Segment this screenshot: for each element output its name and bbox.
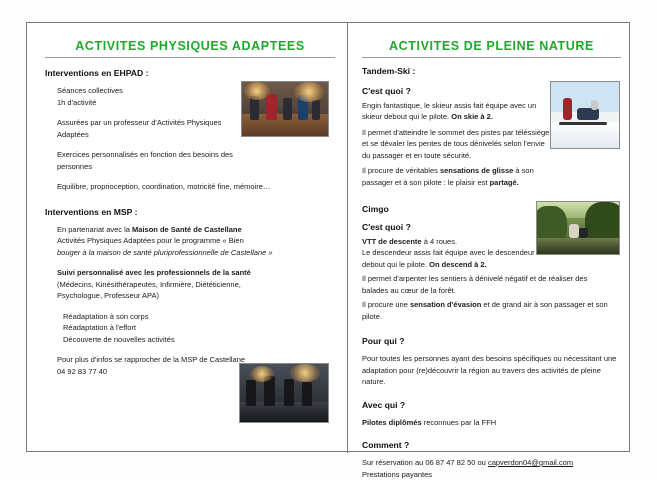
cimgo-paragraph-4: [362, 299, 614, 322]
ski-p3-b: sensations de glisse: [440, 166, 513, 175]
left-title-rule: [45, 57, 335, 58]
comment-pricing: Prestations payantes: [362, 469, 618, 480]
cimgo-p1-b: à 4 roues.: [422, 237, 457, 246]
ehpad-session-line-2: 1h d'activité: [57, 97, 247, 109]
ski-p3-d: partagé.: [490, 178, 519, 187]
msp-contact: [57, 354, 287, 377]
left-content: [45, 68, 335, 377]
ski-p1-b: On skie à 2.: [451, 112, 493, 121]
msp-bullet-1: Réadaptation à son corps: [63, 311, 247, 323]
cimgo-p4-a: Il procure une: [362, 300, 410, 309]
msp-programme-line: Activités Physiques Adaptées pour le programme « Bien: [57, 235, 287, 247]
msp-bullet-3: Découverte de nouvelles activités: [63, 334, 247, 346]
avec-qui-rest: reconnues par la FFH: [422, 418, 497, 427]
comment-reservation-line: [362, 457, 618, 469]
cimgo-block: [362, 222, 544, 322]
photo-tandem-ski: [550, 81, 620, 149]
ski-paragraph-3: [362, 165, 552, 188]
flyer-sheet: [26, 22, 630, 452]
ehpad-sessions: [57, 85, 247, 108]
right-column-title: ACTIVITES DE PLEINE NATURE: [362, 39, 621, 53]
ski-paragraph-1: [362, 100, 552, 123]
comment-or: ou: [475, 458, 488, 467]
cimgo-question: C'est quoi ?: [362, 222, 544, 234]
msp-bullet-2: Réadaptation à l'effort: [63, 322, 247, 334]
heading-comment: Comment ?: [362, 440, 621, 450]
avec-qui-bold: Pilotes diplômés: [362, 418, 422, 427]
comment-text: [362, 457, 618, 480]
msp-bullets: [57, 311, 247, 346]
ski-paragraph-2: Il permet d'atteindre le sommet des pistes par téléssiège et se dévaler les pentes de tous dénivelés selon l'envie du passager et en toute sécurité.: [362, 127, 552, 162]
comment-line-prefix: Sur réservation au: [362, 458, 425, 467]
ski-block: [362, 86, 552, 188]
left-column: [27, 23, 347, 453]
msp-partnership: [57, 224, 287, 259]
msp-contact-text: Pour plus d'infos se rapprocher de la MSP de Castellane: [57, 354, 287, 366]
ehpad-session-line-1: Séances collectives: [57, 85, 247, 97]
cimgo-paragraph-1: [362, 236, 544, 248]
msp-contact-phone: 04 92 83 77 40: [57, 366, 287, 378]
cimgo-paragraph-3: Il permet d'arpenter les sentiers à dénivelé négatif et de réaliser des balades au cœur de la forêt.: [362, 273, 614, 296]
pour-qui-text: Pour toutes les personnes ayant des besoins spécifiques ou nécessitant une adaptation pour (re)découvrir la région au travers des activités de pleine nature.: [362, 353, 618, 388]
right-title-rule: [362, 57, 621, 58]
heading-pour-qui: Pour qui ?: [362, 336, 621, 346]
comment-email-link[interactable]: capverdon04@gmail.com: [488, 458, 573, 467]
cimgo-p4-c: et de grand air à son passager et son pilote.: [362, 300, 608, 321]
ski-question: C'est quoi ?: [362, 86, 552, 98]
msp-follow-up-title: Suivi personnalisé avec les professionnels de la santé: [57, 268, 251, 277]
heading-tandem-ski: Tandem-Ski :: [362, 66, 621, 76]
msp-partner-prefix: En partenariat avec la: [57, 225, 132, 234]
left-column-title: ACTIVITES PHYSIQUES ADAPTEES: [45, 39, 335, 53]
ehpad-personalised: Exercices personnalisés en fonction des besoins des personnes: [57, 149, 247, 172]
cimgo-p2-b: On descend à 2.: [429, 260, 487, 269]
cimgo-p2-a: Le descendeur assis fait équipe avec le descendeur debout qui le pilote.: [362, 248, 535, 269]
ehpad-skills: Equilibre, proprioception, coordination, motricité fine, mémoire…: [57, 181, 332, 193]
photo-cimgo-forest: [536, 201, 620, 255]
comment-phone: 06 87 47 82 50: [425, 458, 475, 467]
msp-programme-italic: bouger à la maison de santé pluriprofessionnelle de Castellane »: [57, 248, 273, 257]
msp-follow-up-detail: (Médecins, Kinésithérapeutes, Infirmière, Diététicienne, Psychologue, Professeur APA): [57, 279, 287, 302]
ski-p3-a: Il procure de véritables: [362, 166, 440, 175]
heading-cimgo: Cimgo: [362, 204, 621, 214]
cimgo-paragraph-2: [362, 247, 544, 270]
ski-p3-c: à son passager et à son pilote : le plaisir est: [362, 166, 534, 187]
msp-follow-up: [57, 267, 287, 302]
msp-partner-name: Maison de Santé de Castellane: [132, 225, 242, 234]
ski-p1-a: Engin fantastique, le skieur assis fait équipe avec un skieur debout qui le pilote.: [362, 101, 536, 122]
cimgo-p1-a: VTT de descente: [362, 237, 422, 246]
avec-qui-text: [362, 417, 618, 429]
right-column: [348, 23, 631, 453]
cimgo-p4-b: sensation d'évasion: [410, 300, 481, 309]
heading-ehpad: Interventions en EHPAD :: [45, 68, 335, 78]
heading-msp: Interventions en MSP :: [45, 207, 335, 217]
heading-avec-qui: Avec qui ?: [362, 400, 621, 410]
ehpad-teacher: Assurées par un professeur d'Activités Physiques Adaptées: [57, 117, 247, 140]
